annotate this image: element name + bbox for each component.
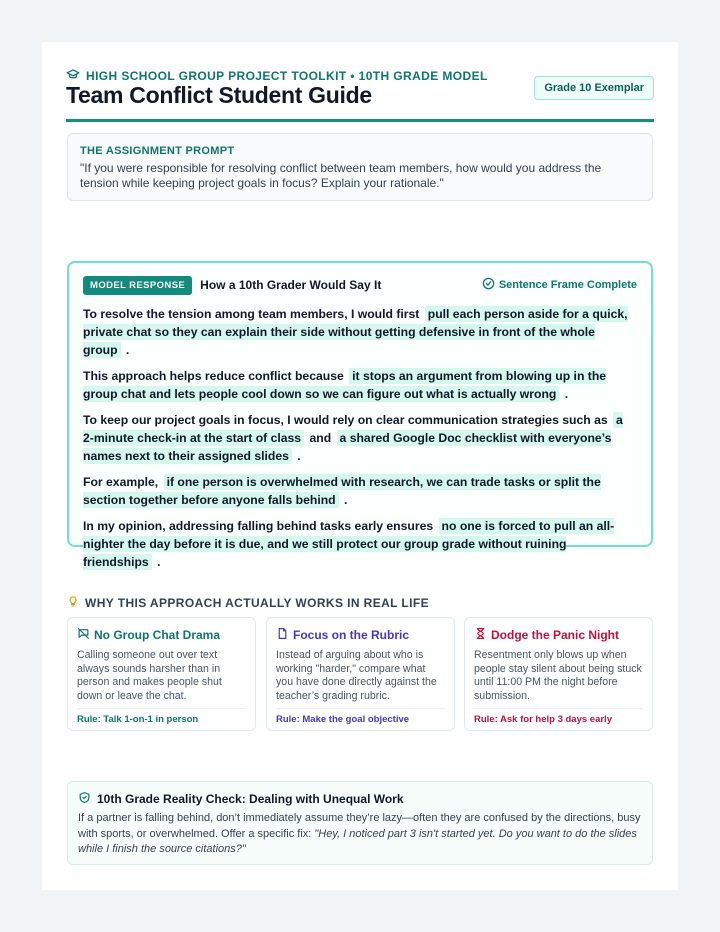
frame-text: . xyxy=(125,343,130,357)
kicker-text: HIGH SCHOOL GROUP PROJECT TOOLKIT • 10TH GRADE MODEL xyxy=(86,68,488,83)
frame-text: In my opinion, addressing falling behind tasks early ensures xyxy=(83,519,434,533)
card-title-text: Dodge the Panic Night xyxy=(491,628,620,642)
model-response-subtitle: How a 10th Grader Would Say It xyxy=(200,278,382,292)
why-section-heading xyxy=(67,595,429,611)
response-paragraph xyxy=(83,305,637,359)
frame-text: . xyxy=(343,493,348,507)
highlighted-answer: if one person is overwhelmed with research, we can trade tasks or split the section together before anyone falls behind xyxy=(83,475,601,507)
no-chat-icon xyxy=(77,627,90,643)
why-card-chat xyxy=(67,617,256,731)
assignment-prompt-box xyxy=(67,133,653,201)
frame-text: . xyxy=(157,555,161,569)
card-rule: Rule: Talk 1-on-1 in person xyxy=(77,714,199,725)
frame-text: This approach helps reduce conflict because xyxy=(83,369,344,383)
response-paragraph xyxy=(83,367,637,403)
reality-check-box xyxy=(67,781,653,865)
why-heading-text: WHY THIS APPROACH ACTUALLY WORKS IN REAL LIFE xyxy=(85,596,430,610)
frame-status-text: Sentence Frame Complete xyxy=(498,279,637,291)
card-title xyxy=(474,627,643,643)
card-title-text: No Group Chat Drama xyxy=(94,628,221,642)
response-paragraph xyxy=(83,517,637,571)
reality-title-text: 10th Grade Reality Check: Dealing with Unequal Work xyxy=(97,792,404,806)
reality-text-body: If a partner is falling behind, don’t immediately assume they’re lazy—often they are confused by the directions, busy with sports, or overwhelmed. Offer a specific fix: xyxy=(78,812,641,840)
highlighted-answer: no one is forced to pull an all-nighter the day before it is due, and we still protect our group grade without ruining friendships xyxy=(83,519,615,569)
card-title xyxy=(276,627,445,643)
guide-page xyxy=(42,42,678,890)
page-title: Team Conflict Student Guide xyxy=(66,82,372,108)
frame-text: . xyxy=(564,387,569,401)
hourglass-icon xyxy=(474,627,487,643)
highlighted-answer: a 2-minute check-in at the start of class xyxy=(83,413,623,445)
model-response-box xyxy=(67,261,653,569)
frame-text: To resolve the tension among team members, I would first xyxy=(83,307,420,321)
model-response-tag: MODEL RESPONSE xyxy=(83,276,192,295)
highlighted-answer: a shared Google Doc checklist with everyone’s names next to their assigned slides xyxy=(83,431,612,463)
card-divider xyxy=(77,708,246,709)
response-paragraph xyxy=(83,473,637,509)
model-response-header xyxy=(83,275,637,295)
highlighted-answer: it stops an argument from blowing up in the group chat and lets people cool down so we can figure out what is actually wrong xyxy=(83,369,607,401)
card-title xyxy=(77,627,246,643)
card-body: Calling someone out over text always sounds harsher than in person and makes people shut down or leave the chat. xyxy=(77,649,222,702)
why-card-rubric xyxy=(266,617,455,731)
card-body: Resentment only blows up when people stay silent about being stuck until 11:00 PM the night before submission. xyxy=(474,649,642,702)
card-divider xyxy=(276,708,445,709)
card-rule: Rule: Make the goal objective xyxy=(276,714,410,725)
document-icon xyxy=(276,627,289,643)
frame-status xyxy=(482,277,637,293)
model-response-paragraphs xyxy=(83,305,637,571)
lightbulb-icon xyxy=(67,595,79,611)
prompt-label: THE ASSIGNMENT PROMPT xyxy=(80,145,235,157)
shield-check-icon xyxy=(78,791,91,807)
reality-check-title xyxy=(78,791,642,807)
frame-text: . xyxy=(297,449,301,463)
reality-check-text xyxy=(78,811,642,858)
prompt-text: "If you were responsible for resolving conflict between team members, how would you address the tension while keeping project goals in focus? Explain your rationale." xyxy=(80,161,602,190)
header-divider xyxy=(66,119,654,122)
card-divider xyxy=(474,708,643,709)
grade-badge: Grade 10 Exemplar xyxy=(534,76,654,100)
reality-quote: "Hey, I noticed part 3 isn't started yet. Do you want to do the slides while I finish the source citations?" xyxy=(78,827,637,855)
why-card-panic xyxy=(464,617,653,731)
check-circle-icon xyxy=(482,277,495,293)
highlighted-answer: pull each person aside for a quick, private chat so they can explain their side without getting defensive in front of the whole group xyxy=(83,307,628,357)
card-title-text: Focus on the Rubric xyxy=(293,628,410,642)
card-rule: Rule: Ask for help 3 days early xyxy=(474,714,612,725)
frame-text: For example, xyxy=(83,475,159,489)
card-body: Instead of arguing about who is working "harder," compare what you have done directly against the teacher’s grading rubric. xyxy=(276,649,437,702)
frame-text: and xyxy=(309,431,332,445)
frame-text: To keep our project goals in focus, I would rely on clear communication strategies such as xyxy=(83,413,608,427)
response-paragraph xyxy=(83,411,637,465)
